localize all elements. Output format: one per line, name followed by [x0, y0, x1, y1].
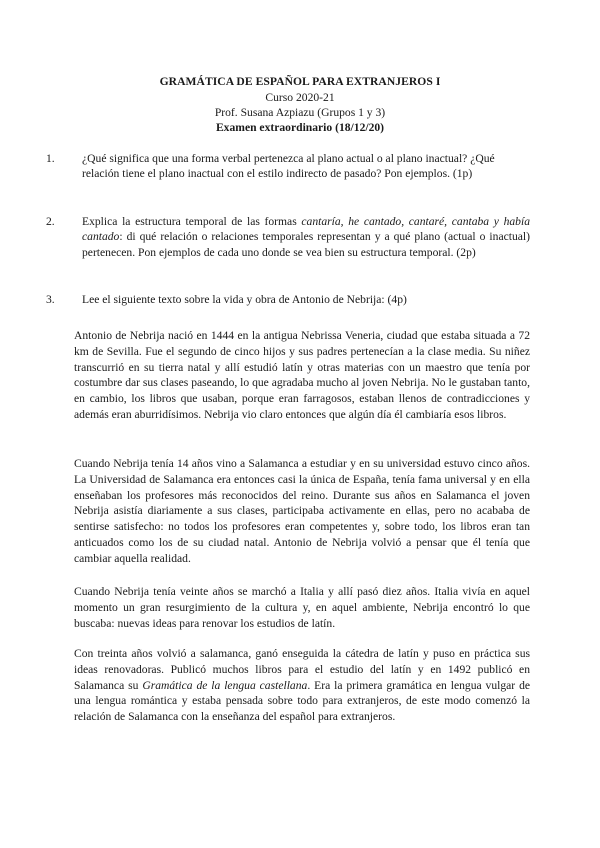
question-3: [46, 292, 530, 307]
question-2: [46, 214, 530, 260]
book-title: Gramática de la lengua castellana: [142, 678, 308, 692]
document-title: GRAMÁTICA DE ESPAÑOL PARA EXTRANJEROS I: [159, 75, 441, 88]
question-text: [82, 214, 530, 260]
reading-paragraph-1: Antonio de Nebrija nació en 1444 en la antigua Nebrissa Veneria, ciudad que estaba situada a 72 km de Sevilla. Fue el segundo de cinco hijos y sus padres pertenecían a la clase media. Su niñez transcurrió en su tierra natal y allí estudió latín y otras materias con un maestro que tenía por costumbre dar sus clases paseando, lo que agradaba mucho al joven Nebrija. No le gustaban tanto, en cambio, los libros que usaban, porque eran farragosos, estaban llenos de contradicciones y además eran aburridísimos. Nebrija vio claro entonces que algún día él cambiaría esos libros.: [74, 329, 530, 421]
question-1: [46, 151, 530, 182]
question-text: Lee el siguiente texto sobre la vida y obra de Antonio de Nebrija: (4p): [82, 293, 407, 306]
paragraph-text: . Era la primera gramática en lengua vulgar de una lengua romántica y estaba pensada sobre todo para extranjeros, de este modo comenzó la relación de Salamanca con la enseñanza del español para extranjeros.: [74, 678, 531, 724]
question-intro: Explica la estructura temporal de las formas: [82, 215, 302, 228]
reading-paragraph-3: Cuando Nebrija tenía veinte años se marchó a Italia y allí pasó diez años. Italia vivía en aquel momento un gran resurgimiento de la cultura y, en aquel ambiente, Nebrija encontró lo que buscaba: nuevas ideas para renovar los estudios de latín.: [74, 585, 530, 630]
exam-title: Examen extraordinario (18/12/20): [215, 121, 385, 134]
professor-line: Prof. Susana Azpiazu (Grupos 1 y 3): [214, 106, 386, 119]
question-text: ¿Qué significa que una forma verbal pertenezca al plano actual o al plano inactual? ¿Qué relación tiene el plano inactual con el estilo indirecto de pasado? Pon ejemplos. (1p): [82, 152, 495, 181]
question-number: 3.: [46, 293, 55, 306]
verb-forms: cantaría, he cantado, cantaré, cantaba y había cantado: [82, 215, 530, 244]
reading-paragraph-2: Cuando Nebrija tenía 14 años vino a Salamanca a estudiar y en su universidad estuvo cinco años. La Universidad de Salamanca era entonces casi la única de España, tenía fama universal y en ella enseñaban los profesores más reconocidos del reino. Durante sus años en Salamanca el joven Nebrija asistía diariamente a sus clases, participaba activamente en ellas, pero no acababa de sentirse satisfecho: no todos los profesores eran competentes y, sobre todo, los libros eran tan anticuados como los de su ciudad natal. Antonio de Nebrija volvió a pensar que él tenía que cambiar aquella realidad.: [74, 457, 530, 565]
reading-paragraph-4: [74, 646, 530, 725]
paragraph-text: Con treinta años volvió a salamanca, ganó enseguida la cátedra de latín y puso en práctica sus ideas renovadoras. Publicó muchos libros para el estudio del latín y en 1492 publicó en Salamanca su: [74, 647, 530, 692]
question-rest: : di qué relación o relaciones temporales representan y a qué plano (actual o inactual) pertenecen. Pon ejemplos de cada uno donde se vea bien su estructura temporal. (2p): [82, 230, 530, 259]
question-number: 2.: [46, 215, 55, 228]
question-number: 1.: [46, 152, 55, 165]
course-year: Curso 2020-21: [265, 91, 335, 104]
